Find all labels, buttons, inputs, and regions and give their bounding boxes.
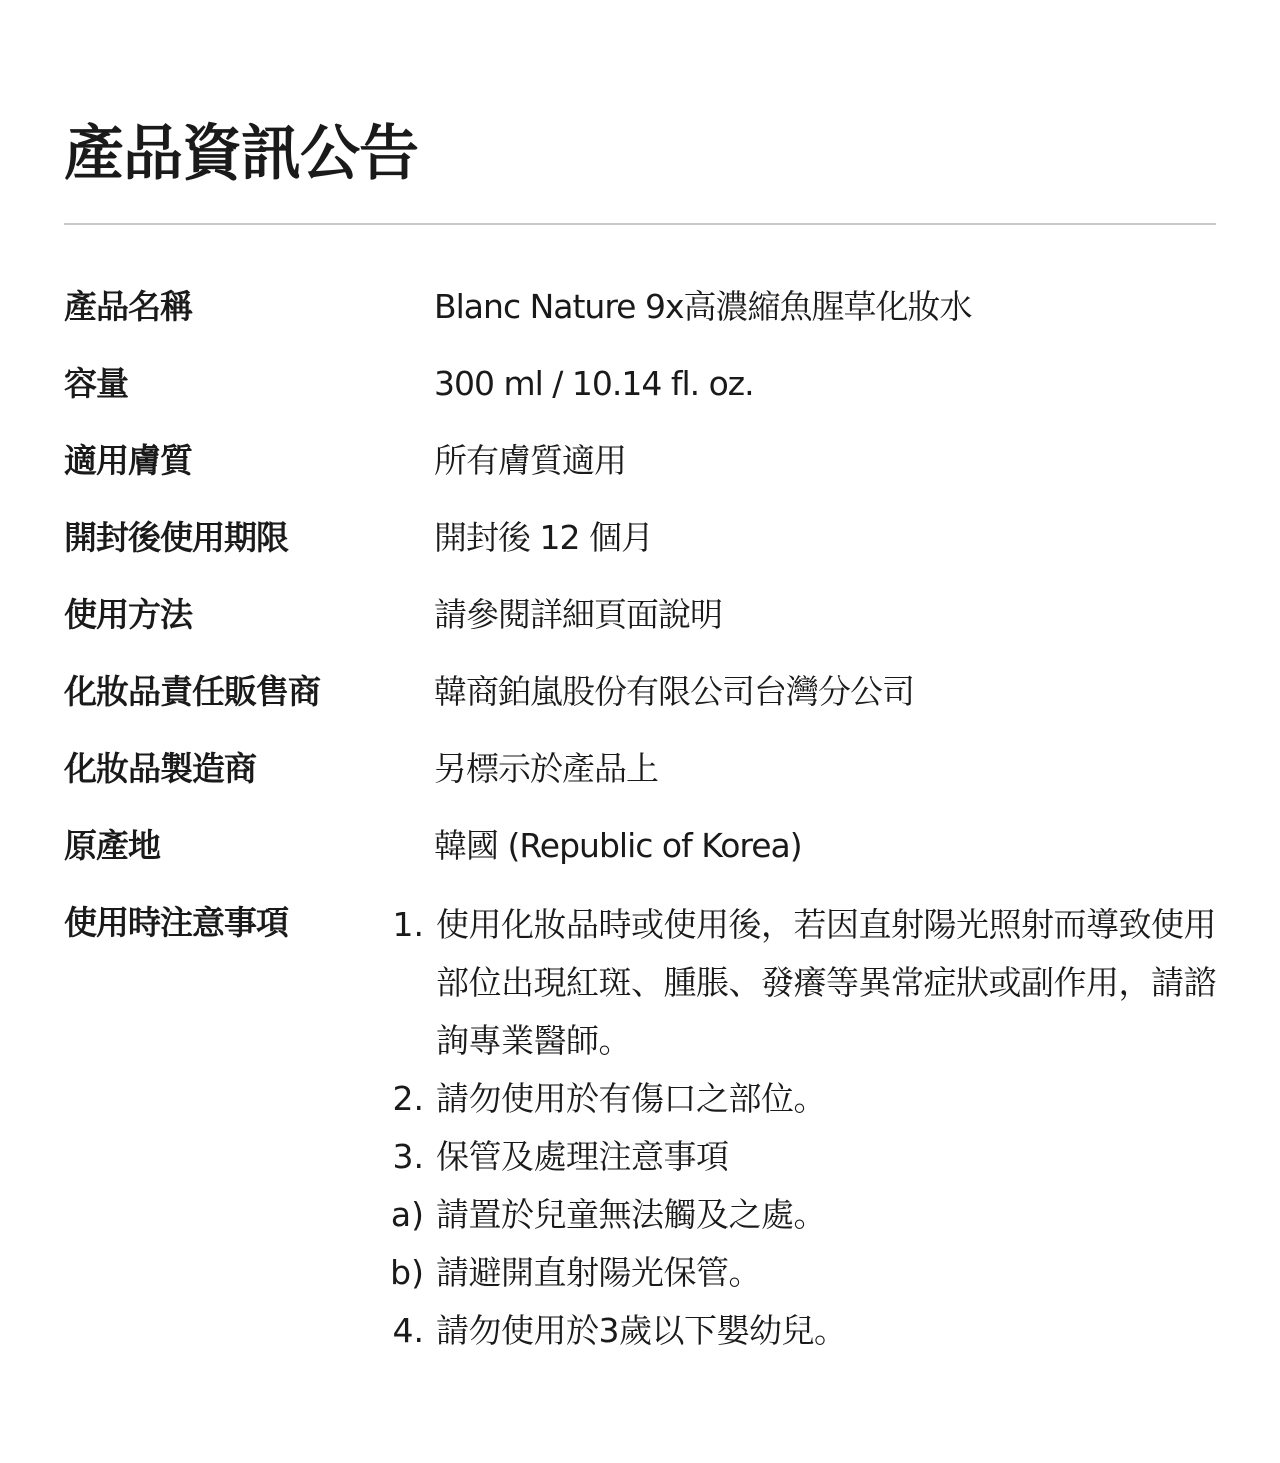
info-label: 使用方法 bbox=[64, 595, 192, 634]
list-marker: a) bbox=[390, 1195, 424, 1234]
info-label: 產品名稱 bbox=[64, 287, 192, 326]
list-item bbox=[364, 1302, 1216, 1360]
info-label: 容量 bbox=[64, 364, 128, 403]
list-marker: b) bbox=[390, 1253, 424, 1292]
list-item bbox=[364, 1186, 1216, 1244]
list-marker: 3. bbox=[392, 1137, 424, 1176]
info-value: 請參閱詳細頁面說明 bbox=[434, 595, 722, 634]
info-value: 另標示於產品上 bbox=[434, 749, 658, 788]
page-title: 產品資訊公告 bbox=[64, 119, 418, 189]
list-item bbox=[364, 1070, 1216, 1128]
info-label: 化妝品責任販售商 bbox=[64, 672, 320, 711]
info-label: 原產地 bbox=[64, 826, 160, 865]
info-table bbox=[64, 270, 1216, 1350]
list-item bbox=[364, 1128, 1216, 1186]
info-row-product-name bbox=[64, 270, 1216, 347]
info-row-distributor bbox=[64, 655, 1216, 732]
list-marker: 1. bbox=[392, 905, 424, 944]
info-row-usage bbox=[64, 578, 1216, 655]
info-value: 所有膚質適用 bbox=[434, 441, 626, 480]
list-item-text: 保管及處理注意事項 bbox=[436, 1137, 729, 1176]
precautions-list bbox=[364, 896, 1216, 1360]
info-row-origin bbox=[64, 809, 1216, 886]
info-label: 使用時注意事項 bbox=[64, 903, 288, 942]
info-value: 韓國 (Republic of Korea) bbox=[434, 826, 802, 865]
info-label: 適用膚質 bbox=[64, 441, 192, 480]
info-row-manufacturer bbox=[64, 732, 1216, 809]
info-row-shelf-life bbox=[64, 501, 1216, 578]
info-label: 化妝品製造商 bbox=[64, 749, 256, 788]
info-value: 開封後 12 個月 bbox=[434, 518, 653, 557]
info-row-skin-type bbox=[64, 424, 1216, 501]
list-item bbox=[364, 1244, 1216, 1302]
info-label: 開封後使用期限 bbox=[64, 518, 288, 557]
list-marker: 2. bbox=[392, 1079, 424, 1118]
list-item-text: 使用化妝品時或使用後，若因直射陽光照射而導致使用部位出現紅斑、腫脹、發癢等異常症狀或副作用，請諮詢專業醫師。 bbox=[436, 905, 1216, 1060]
list-item-text: 請勿使用於有傷口之部位。 bbox=[436, 1079, 826, 1118]
title-divider bbox=[64, 223, 1216, 225]
list-marker: 4. bbox=[392, 1311, 424, 1350]
info-value: Blanc Nature 9x高濃縮魚腥草化妝水 bbox=[434, 287, 972, 326]
list-item bbox=[364, 896, 1216, 1070]
list-item-text: 請置於兒童無法觸及之處。 bbox=[436, 1195, 826, 1234]
list-item-text: 請避開直射陽光保管。 bbox=[436, 1253, 761, 1292]
info-value: 韓商鉑嵐股份有限公司台灣分公司 bbox=[434, 672, 914, 711]
info-row-volume bbox=[64, 347, 1216, 424]
info-value: 300 ml / 10.14 fl. oz. bbox=[434, 364, 754, 403]
list-item-text: 請勿使用於3歲以下嬰幼兒。 bbox=[436, 1311, 847, 1350]
